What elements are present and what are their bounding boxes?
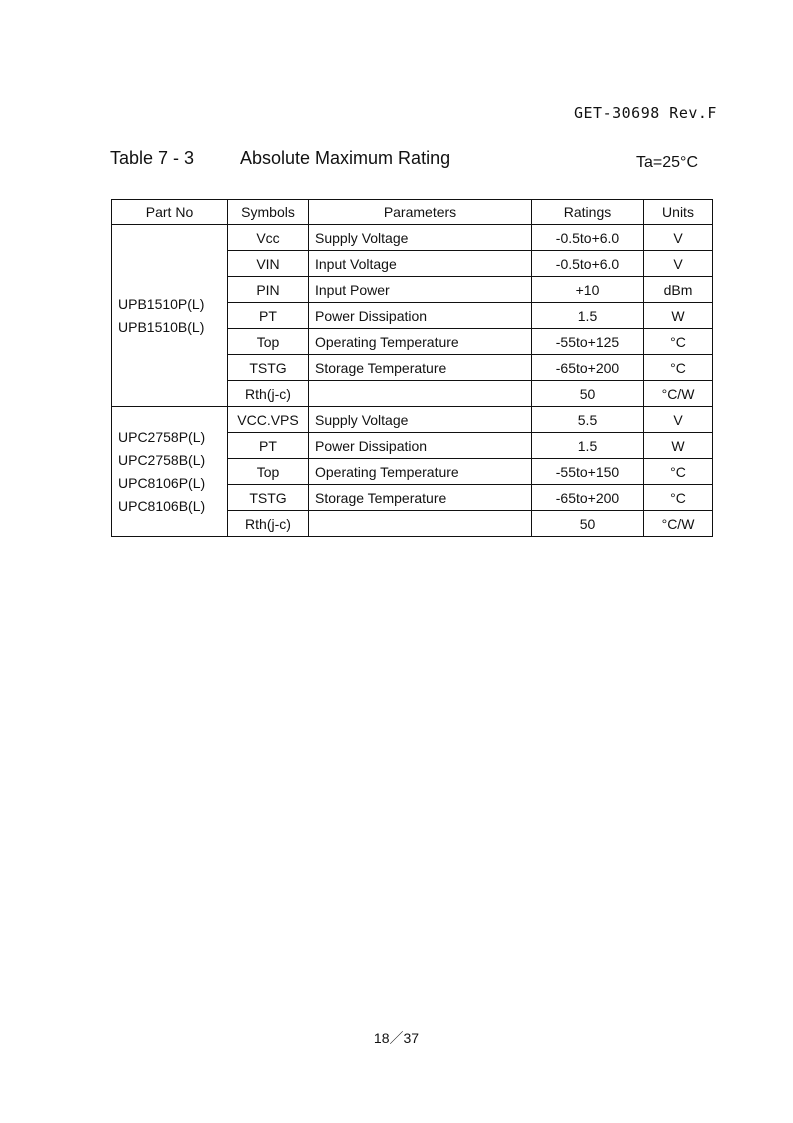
unit-cell: dBm bbox=[644, 277, 713, 303]
parameter-cell: Input Power bbox=[309, 277, 532, 303]
rating-cell: +10 bbox=[532, 277, 644, 303]
parameter-cell bbox=[309, 511, 532, 537]
part-number: UPB1510B(L) bbox=[118, 318, 205, 335]
symbol-cell: TSTG bbox=[228, 485, 309, 511]
unit-cell: °C bbox=[644, 355, 713, 381]
symbol-cell: PIN bbox=[228, 277, 309, 303]
unit-cell: °C/W bbox=[644, 511, 713, 537]
page-number: 18／37 bbox=[373, 1030, 420, 1046]
unit-cell: V bbox=[644, 251, 713, 277]
table-header-row bbox=[112, 200, 713, 225]
rating-cell: -0.5to+6.0 bbox=[532, 225, 644, 251]
symbol-cell: VCC.VPS bbox=[228, 407, 309, 433]
rating-cell: 5.5 bbox=[532, 407, 644, 433]
rating-cell: -0.5to+6.0 bbox=[532, 251, 644, 277]
part-group-2 bbox=[112, 407, 228, 537]
table-title: Absolute Maximum Rating bbox=[240, 148, 451, 168]
rating-cell: 1.5 bbox=[532, 303, 644, 329]
parameter-cell: Storage Temperature bbox=[309, 355, 532, 381]
unit-cell: °C bbox=[644, 485, 713, 511]
parameter-cell: Power Dissipation bbox=[309, 303, 532, 329]
header-parameters: Parameters bbox=[309, 200, 532, 225]
part-number: UPB1510P(L) bbox=[118, 295, 205, 312]
part-number: UPC8106B(L) bbox=[118, 497, 206, 514]
symbol-cell: PT bbox=[228, 433, 309, 459]
parameter-cell bbox=[309, 381, 532, 407]
unit-cell: W bbox=[644, 303, 713, 329]
symbol-cell: Rth(j-c) bbox=[228, 511, 309, 537]
unit-cell: °C/W bbox=[644, 381, 713, 407]
header-units: Units bbox=[644, 200, 713, 225]
parameter-cell: Operating Temperature bbox=[309, 459, 532, 485]
table-number: Table 7 - 3 bbox=[110, 148, 195, 168]
header-symbols: Symbols bbox=[228, 200, 309, 225]
rating-cell: -65to+200 bbox=[532, 485, 644, 511]
part-number: UPC2758P(L) bbox=[118, 428, 206, 445]
absolute-maximum-rating-table bbox=[111, 199, 713, 537]
table-row bbox=[112, 225, 713, 251]
table-row bbox=[112, 407, 713, 433]
symbol-cell: Top bbox=[228, 329, 309, 355]
unit-cell: V bbox=[644, 225, 713, 251]
header-part-no: Part No bbox=[112, 200, 228, 225]
unit-cell: V bbox=[644, 407, 713, 433]
symbol-cell: PT bbox=[228, 303, 309, 329]
symbol-cell: Vcc bbox=[228, 225, 309, 251]
symbol-cell: VIN bbox=[228, 251, 309, 277]
part-number: UPC8106P(L) bbox=[118, 474, 206, 491]
symbol-cell: Rth(j-c) bbox=[228, 381, 309, 407]
part-number: UPC2758B(L) bbox=[118, 451, 206, 468]
rating-cell: 50 bbox=[532, 381, 644, 407]
rating-cell: -65to+200 bbox=[532, 355, 644, 381]
rating-cell: -55to+125 bbox=[532, 329, 644, 355]
ambient-condition: Ta=25°C bbox=[636, 154, 698, 171]
unit-cell: W bbox=[644, 433, 713, 459]
parameter-cell: Supply Voltage bbox=[309, 225, 532, 251]
symbol-cell: Top bbox=[228, 459, 309, 485]
header-ratings: Ratings bbox=[532, 200, 644, 225]
unit-cell: °C bbox=[644, 459, 713, 485]
document-id: GET-30698 Rev.F bbox=[574, 104, 717, 122]
rating-cell: 50 bbox=[532, 511, 644, 537]
symbol-cell: TSTG bbox=[228, 355, 309, 381]
parameter-cell: Power Dissipation bbox=[309, 433, 532, 459]
rating-cell: -55to+150 bbox=[532, 459, 644, 485]
rating-cell: 1.5 bbox=[532, 433, 644, 459]
unit-cell: °C bbox=[644, 329, 713, 355]
part-group-1 bbox=[112, 225, 228, 407]
parameter-cell: Storage Temperature bbox=[309, 485, 532, 511]
parameter-cell: Supply Voltage bbox=[309, 407, 532, 433]
parameter-cell: Input Voltage bbox=[309, 251, 532, 277]
parameter-cell: Operating Temperature bbox=[309, 329, 532, 355]
